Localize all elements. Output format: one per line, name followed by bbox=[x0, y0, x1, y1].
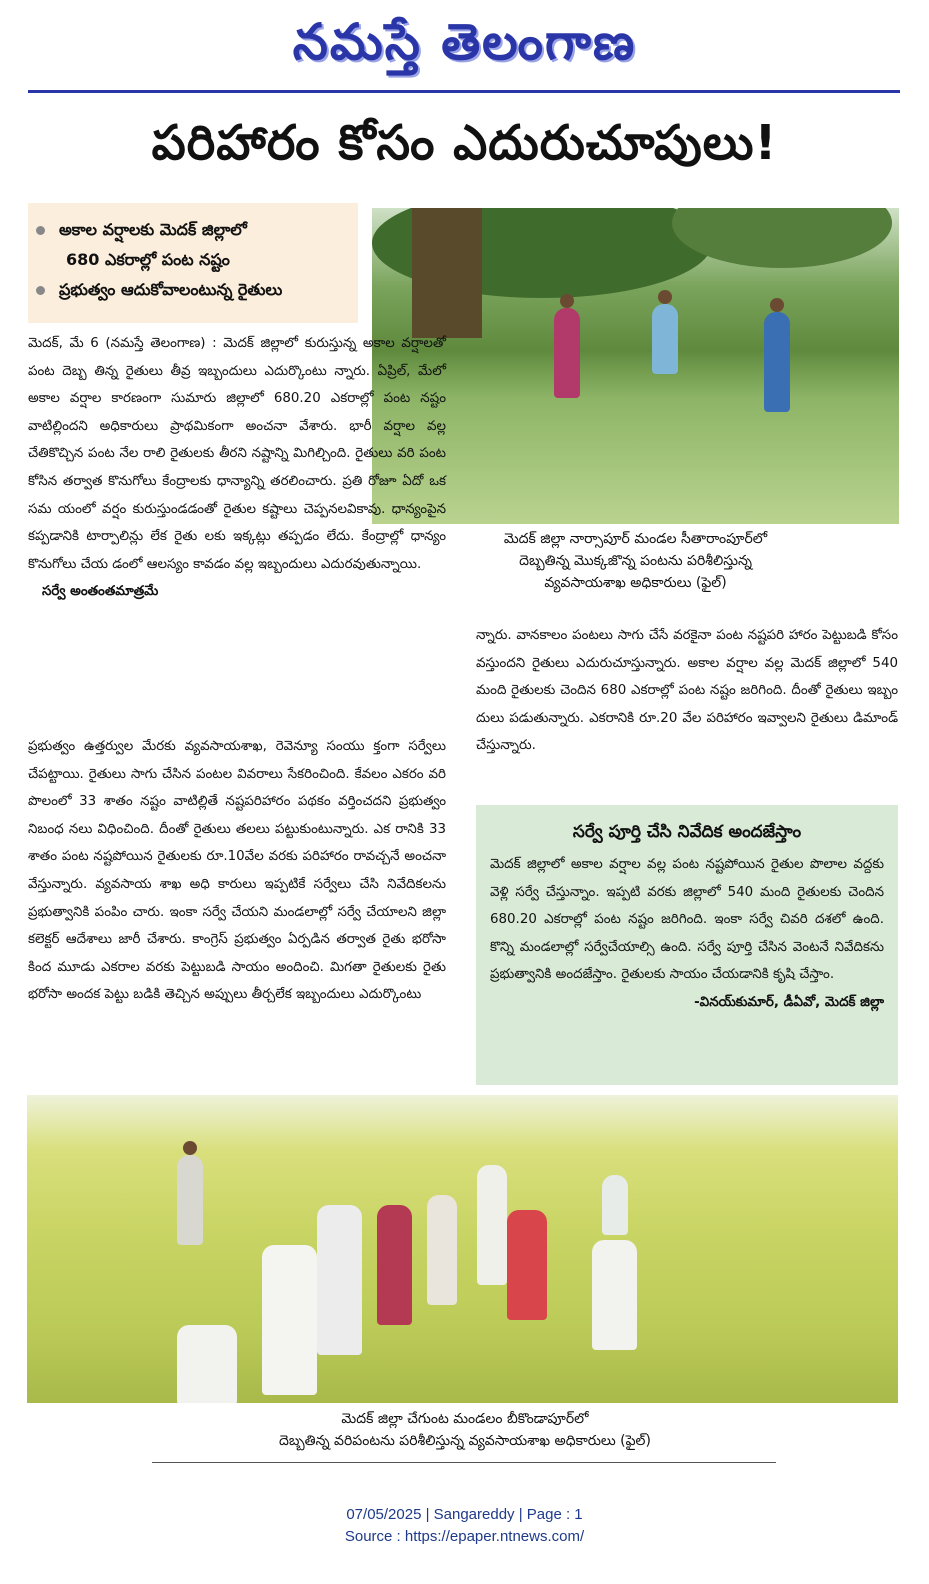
footer-source: Source : https://epaper.ntnews.com/ bbox=[344, 1528, 585, 1545]
person-figure bbox=[427, 1195, 457, 1305]
tree-trunk bbox=[412, 208, 482, 338]
highlights-box bbox=[28, 203, 358, 323]
tree-canopy bbox=[672, 208, 892, 268]
person-figure bbox=[592, 1240, 637, 1350]
bullet-icon bbox=[36, 286, 45, 295]
photo-maize-field bbox=[372, 208, 899, 524]
quote-signature: -వినయ్‌కుమార్, డీఏవో, మెదక్ జిల్లా bbox=[694, 994, 884, 1010]
highlight-1: అకాల వర్షాలకు మెదక్ జిల్లాలో bbox=[36, 215, 350, 245]
official-quote-box bbox=[476, 805, 898, 1085]
person-figure bbox=[764, 312, 790, 412]
highlight-1-cont: 680 ఎకరాల్లో పంట నష్టం bbox=[66, 250, 230, 269]
person-figure bbox=[177, 1325, 237, 1403]
person-head bbox=[183, 1141, 197, 1155]
person-head bbox=[658, 290, 672, 304]
masthead-rule bbox=[28, 90, 900, 93]
article-paragraph: మెదక్, మే 6 (నమస్తే తెలంగాణ) : మెదక్ జిల్లాలో కురుస్తున్న అకాల వర్షాలతో పంట దెబ్బ తిన్న రైతులు తీవ్ర ఇబ్బందులు ఎదుర్కొంటు న్నారు. ఏప్రిల్, మేలో అకాల వర్షాల కారణంగా సుమారు జిల్లాలో 680.20 ఎకరాల్లో పంట నష్టం వాటిల్లిందని అధికారులు ప్రాథమికంగా అంచనా వేశారు. భారీ వర్షాల వల్ల చేతికొచ్చిన పంట నేల రాలి రైతులకు తీరని నష్టాన్ని మిగిల్చింది. రైతులు వరి పంట కోసిన తర్వాత కొనుగోలు కేంద్రాలకు ధాన్యాన్ని తరలించారు. ప్రతి రోజూ ఏదో ఒక సమ యంలో వర్షం కురుస్తుండడంతో రైతుల కష్టాలు చెప్పనలవికావు. ధాన్యంపైన కప్పడానికి టార్పాలిన్లు లేక రైతు లకు ఇక్కట్లు తప్పడం లేదు. కేంద్రాల్లో ధాన్యం కొనుగోలు చేయ డంలో ఆలస్యం కావడం వల్ల ఇబ్బందులు ఎదురవుతున్నాయి. bbox=[28, 336, 446, 572]
person-figure bbox=[507, 1210, 547, 1320]
headline: పరిహారం కోసం ఎదురుచూపులు! bbox=[151, 115, 778, 171]
person-figure bbox=[602, 1175, 628, 1235]
footer-edition: 07/05/2025 | Sangareddy | Page : 1 bbox=[346, 1506, 583, 1523]
quote-box-title: సర్వే పూర్తి చేసి నివేదిక అందజేస్తాం bbox=[572, 822, 802, 842]
person-figure bbox=[317, 1205, 362, 1355]
person-figure bbox=[262, 1245, 317, 1395]
article-column-2 bbox=[28, 733, 446, 1009]
caption-rule bbox=[152, 1462, 776, 1463]
newspaper-logo: నమస్తే తెలంగాణ bbox=[292, 12, 637, 71]
photo1-caption: మెదక్ జిల్లా నార్సాపూర్ మండల సీతారాంపూర్‌లో దెబ్బతిన్న మొక్కజొన్న పంటను పరిశీలిస్తున్న వ్యవసాయశాఖ అధికారులు (ఫైల్) bbox=[503, 531, 768, 591]
person-figure bbox=[177, 1155, 203, 1245]
photo-paddy-field bbox=[27, 1095, 898, 1403]
person-figure bbox=[477, 1165, 507, 1285]
person-head bbox=[770, 298, 784, 312]
person-figure bbox=[377, 1205, 412, 1325]
person-figure bbox=[554, 308, 580, 398]
article-paragraph: న్నారు. వానకాలం పంటలు సాగు చేసే వరకైనా పంట నష్టపరి హారం పెట్టుబడి కోసం వస్తుందని రైతులు ఎదురుచూస్తున్నారు. అకాల వర్షాల వల్ల మెదక్ జిల్లాలో 540 మంది రైతులకు చెందిన 680 ఎకరాల్లో పంట నష్టం జరిగింది. దీంతో రైతులు ఇబ్బం దులు పడుతున్నారు. ఎకరానికి రూ.20 వేల పరిహారం ఇవ్వాలని రైతులు డిమాండ్ చేస్తున్నారు. bbox=[476, 628, 898, 754]
bullet-icon bbox=[36, 226, 45, 235]
article-paragraph: ప్రభుత్వం ఉత్తర్వుల మేరకు వ్యవసాయశాఖ, రెవెన్యూ సంయు క్తంగా సర్వేలు చేపట్టాయి. రైతులు సాగు చేసిన పంటల వివరాలు సేకరించింది. కేవలం ఎకరం వరి పొలంలో 33 శాతం నష్టం వాటిల్లితే నష్టపరిహారం పథకం వర్తించదని ప్రభుత్వం నిబంధ నలు విధించింది. దీంతో రైతులు తలలు పట్టుకుంటున్నారు. ఎక రానికి 33 శాతం పంట నష్టపోయిన రైతులకు రూ.10వేల వరకు పరిహారం రావచ్చనే అంచనా వేస్తున్నారు. వ్యవసాయ శాఖ అధి కారులు ఇప్పటికే సర్వేలు చేసి నివేదికలను ప్రభుత్వానికి పంపిం చారు. ఇంకా సర్వే చేయని మండలాల్లో సర్వే చేయాలని జిల్లా కలెక్టర్ ఆదేశాలు జారీ చేశారు. కాంగ్రెస్ ప్రభుత్వం ఏర్పడిన తర్వాత రైతు భరోసా కింద మూడు ఎకరాల వరకు పెట్టుబడి సాయం అందించి. మిగతా రైతులకు రైతు భరోసా అందక పెట్టు బడికి తెచ్చిన అప్పులు తీర్చలేక ఇబ్బందులు ఎదుర్కొంటు bbox=[28, 739, 446, 1003]
article-column-3 bbox=[476, 622, 898, 760]
masthead bbox=[0, 4, 929, 80]
article-subhead: సర్వే అంతంతమాత్రమే bbox=[42, 584, 159, 600]
person-figure bbox=[652, 304, 678, 374]
article-column-1 bbox=[28, 330, 446, 606]
quote-box-body: మెదక్ జిల్లాలో అకాల వర్షాల వల్ల పంట నష్టపోయిన రైతుల పొలాల వద్దకు వెళ్లి సర్వే చేస్తున్నాం. ఇప్పటి వరకు జిల్లాలో 540 మంది రైతులకు చెందిన 680.20 ఎకరాల్లో పంట నష్టం జరిగింది. ఇంకా సర్వే చివరి దశలో ఉంది. కొన్ని మండలాల్లో సర్వేచేయాల్సి ఉంది. సర్వే పూర్తి చేసిన వెంటనే నివేదికను ప్రభుత్వానికి అందజేస్తాం. రైతులకు సాయం చేయడానికి కృషి చేస్తాం. bbox=[490, 857, 884, 983]
photo2-caption: మెదక్ జిల్లా చేగుంట మండలం బీకొండాపూర్‌లో దెబ్బతిన్న వరిపంటను పరిశీలిస్తున్న వ్యవసాయశాఖ అధికారులు (ఫైల్) bbox=[279, 1411, 651, 1449]
highlight-2: ప్రభుత్వం ఆదుకోవాలంటున్న రైతులు bbox=[36, 275, 350, 305]
person-head bbox=[560, 294, 574, 308]
